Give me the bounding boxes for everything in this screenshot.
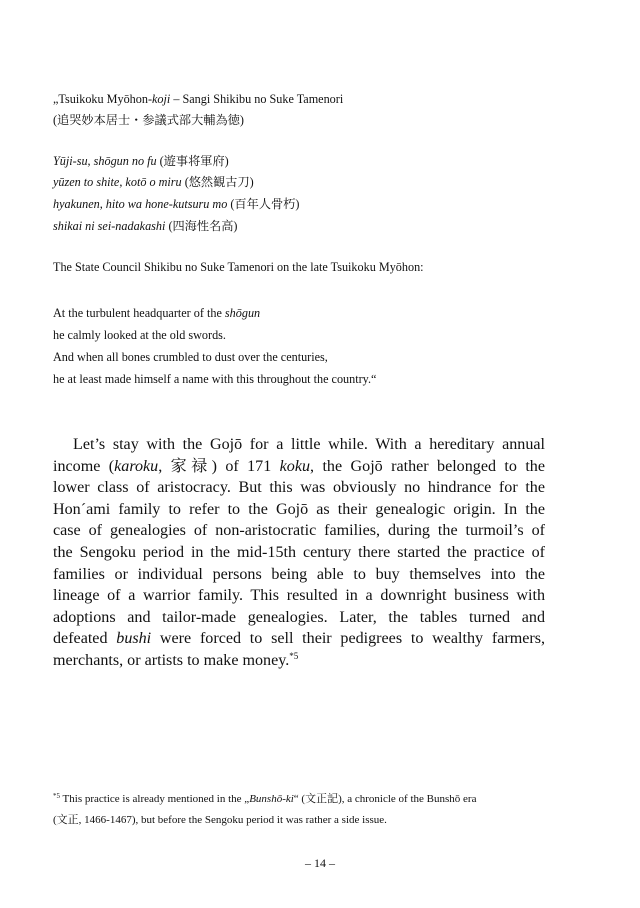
body-line: families or individual persons being able to buy themselves into the — [53, 565, 545, 583]
body-line: Hon´ami family to refer to the Gojō as their genealogic origin. In the — [53, 500, 545, 518]
poem-romaji: hyakunen, hito wa hone-kutsuru mo — [53, 197, 228, 211]
body-italic: bushi — [116, 630, 152, 648]
body-line: adoptions and tailor-made genealogies. Later, the tables turned and — [53, 608, 545, 626]
footnote-italic: Bunshō-ki — [249, 793, 294, 805]
body-text: defeated — [53, 630, 117, 648]
footnote-text: This practice is already mentioned in the „ — [60, 793, 250, 805]
body-italic: koku — [279, 457, 311, 475]
quote-title-italic: koji — [152, 92, 171, 106]
body-line: lineage of a warrior family. This resulted in a downright business with — [53, 587, 545, 605]
body-line: the Sengoku period in the mid-15th century there started the practice of — [53, 543, 545, 561]
quote-title-kanji: (追哭妙本居士・参議式部大輔為徳) — [53, 113, 244, 127]
body-italic: karoku — [114, 457, 159, 475]
translation-italic: shōgun — [224, 306, 261, 320]
body-line — [53, 456, 545, 478]
translation-line: he at least made himself a name with this throughout the country.“ — [53, 372, 377, 386]
footnote-line2: (文正, 1466-1467), but before the Sengoku period it was rather a side issue. — [53, 814, 387, 826]
poem-line — [53, 217, 238, 234]
poem-kanji: (百年人骨朽) — [227, 197, 300, 211]
translation-heading: The State Council Shikibu no Suke Tamenori on the late Tsuikoku Myōhon: — [53, 260, 424, 274]
footnote — [53, 790, 545, 806]
poem-kanji: (四海性名高) — [165, 219, 238, 233]
footnote-reference[interactable]: *5 — [289, 650, 299, 661]
poem-line — [53, 173, 254, 190]
poem-line — [53, 152, 229, 169]
footnote-marker: *5 — [53, 792, 60, 800]
translation-line: And when all bones crumbled to dust over the centuries, — [53, 350, 328, 364]
body-text: merchants, or artists to make money. — [53, 651, 290, 669]
body-line — [53, 628, 545, 650]
poem-kanji: (遊事将軍府) — [156, 154, 229, 168]
page-number: – 14 – — [305, 856, 335, 870]
poem-kanji: (悠然観古刀) — [181, 175, 254, 189]
translation-line: he calmly looked at the old swords. — [53, 328, 226, 342]
poem-romaji: Yūji-su, shōgun no fu — [53, 154, 157, 168]
quote-title-pre: „Tsuikoku Myōhon- — [53, 92, 153, 106]
body-line — [53, 650, 545, 672]
quote-title-post: – Sangi Shikibu no Suke Tamenori — [170, 92, 344, 106]
body-text: , the Gojō rather belonged to the — [310, 457, 545, 475]
body-text: were forced to sell their pedigrees to wealthy farmers, — [151, 630, 545, 648]
body-text: , 家禄) of 171 — [158, 457, 280, 475]
body-text: income ( — [53, 457, 115, 475]
translation-line — [53, 306, 260, 321]
poem-romaji: shikai ni sei-nadakashi — [53, 219, 166, 233]
footnote-text: “ (文正記), a chronicle of the Bunshō era — [293, 793, 477, 805]
poem-romaji: yūzen to shite, kotō o miru — [53, 175, 182, 189]
translation-text: At the turbulent headquarter of the — [53, 306, 225, 320]
body-line: case of genealogies of non-aristocratic families, during the turmoil’s of — [53, 522, 545, 540]
poem-line — [53, 195, 299, 212]
body-paragraph — [53, 434, 545, 672]
quote-title — [53, 92, 343, 107]
body-line: lower class of aristocracy. But this was obviously no hindrance for the — [53, 479, 545, 497]
body-line: Let’s stay with the Gojō for a little while. With a hereditary annual — [73, 436, 545, 453]
